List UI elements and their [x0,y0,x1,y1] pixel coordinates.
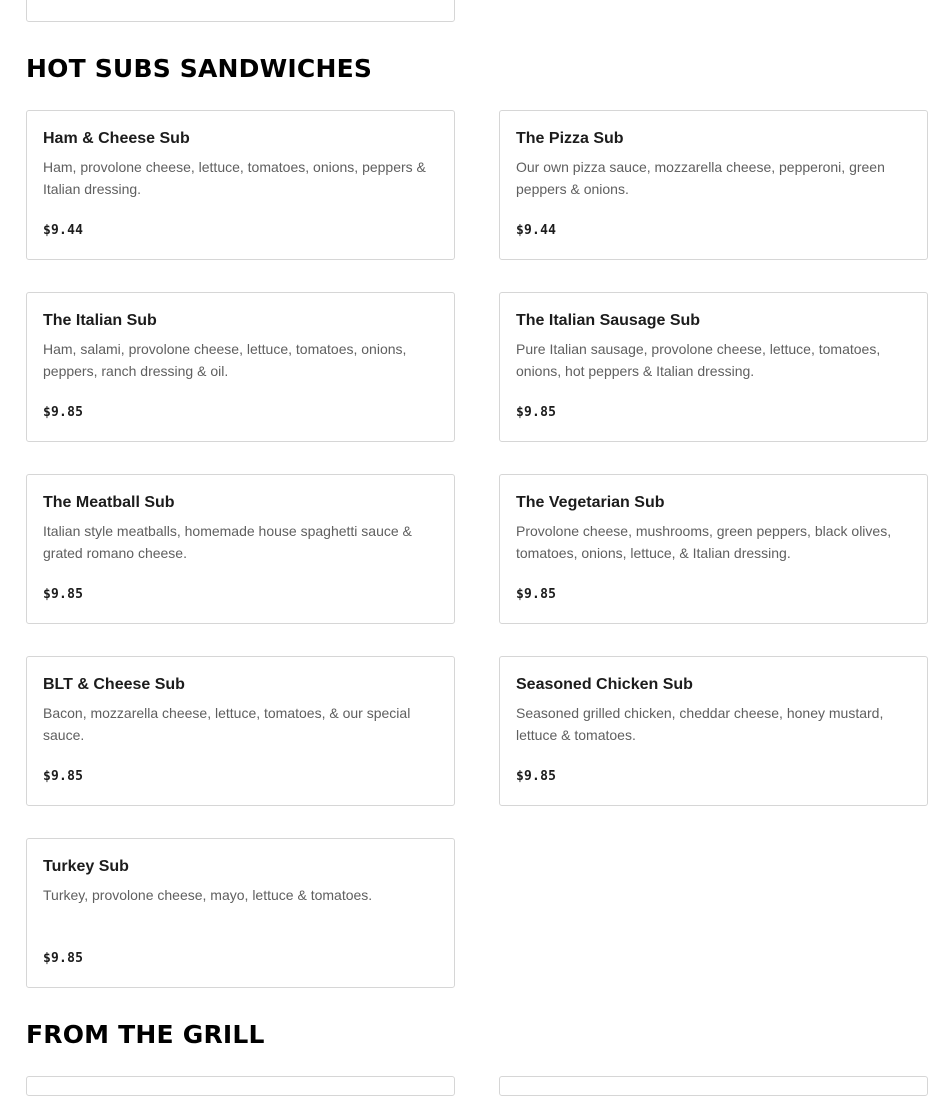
menu-item-name: Turkey Sub [43,858,129,875]
menu-item-card[interactable] [26,1076,455,1096]
menu-item-card-pizza-sub[interactable] [499,110,928,260]
section-title-from-the-grill: FROM THE GRILL [26,1020,265,1049]
menu-item-name: BLT & Cheese Sub [43,676,185,693]
menu-item-card[interactable] [499,1076,928,1096]
menu-item-card-meatball-sub[interactable] [26,474,455,624]
menu-item-card-italian-sausage-sub[interactable] [499,292,928,442]
menu-item-card[interactable] [26,0,455,22]
menu-item-price: $9.85 [43,587,84,602]
menu-item-name: The Italian Sub [43,312,157,329]
menu-item-description: Ham, provolone cheese, lettuce, tomatoes, onions, peppers & Italian dressing. [43,159,426,197]
menu-item-price: $9.85 [43,769,84,784]
menu-item-description: Seasoned grilled chicken, cheddar cheese, honey mustard, lettuce & tomatoes. [516,705,884,743]
menu-item-name: The Pizza Sub [516,130,624,147]
menu-item-price: $9.44 [516,223,557,238]
menu-item-card-turkey-sub[interactable] [26,838,455,988]
menu-item-price: $9.85 [43,951,84,966]
menu-item-card-ham-cheese-sub[interactable] [26,110,455,260]
menu-item-description: Italian style meatballs, homemade house spaghetti sauce & grated romano cheese. [43,523,412,561]
menu-item-price: $9.85 [516,587,557,602]
menu-item-price: $9.85 [43,405,84,420]
menu-item-price: $9.85 [516,769,557,784]
menu-item-name: The Italian Sausage Sub [516,312,701,329]
menu-item-name: The Meatball Sub [43,494,175,511]
menu-item-description: Our own pizza sauce, mozzarella cheese, pepperoni, green peppers & onions. [516,159,885,197]
menu-item-description: Bacon, mozzarella cheese, lettuce, tomatoes, & our special sauce. [43,705,411,743]
menu-item-name: Ham & Cheese Sub [43,130,190,147]
menu-item-card-seasoned-chicken-sub[interactable] [499,656,928,806]
menu-item-name: Seasoned Chicken Sub [516,676,693,693]
menu-item-description: Provolone cheese, mushrooms, green peppers, black olives, tomatoes, onions, lettuce, & Italian dressing. [516,523,892,561]
menu-item-name: The Vegetarian Sub [516,494,665,511]
section-title-hot-subs: HOT SUBS SANDWICHES [26,54,373,83]
menu-item-description: Ham, salami, provolone cheese, lettuce, tomatoes, onions, peppers, ranch dressing & oil. [43,341,407,379]
menu-item-price: $9.44 [43,223,84,238]
menu-item-description: Pure Italian sausage, provolone cheese, lettuce, tomatoes, onions, hot peppers & Italian dressing. [516,341,881,379]
menu-item-card-blt-cheese-sub[interactable] [26,656,455,806]
menu-item-card-vegetarian-sub[interactable] [499,474,928,624]
menu-item-description: Turkey, provolone cheese, mayo, lettuce & tomatoes. [43,887,373,903]
menu-item-price: $9.85 [516,405,557,420]
menu-item-card-italian-sub[interactable] [26,292,455,442]
